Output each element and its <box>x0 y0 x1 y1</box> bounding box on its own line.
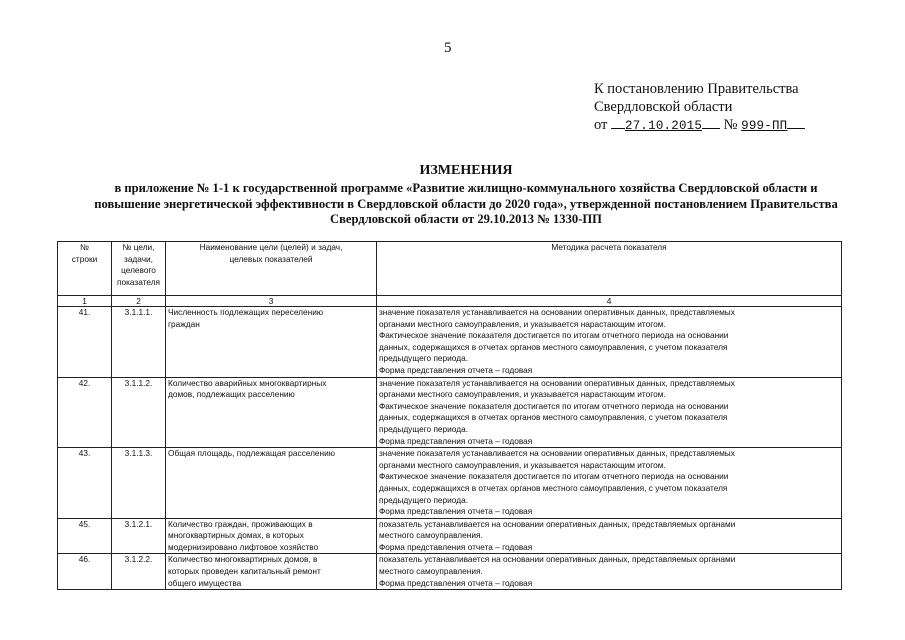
goal-code: 3.1.1.2. <box>112 377 166 448</box>
method-line: предыдущего периода. <box>379 353 468 364</box>
header-text: № цели, <box>122 242 155 252</box>
header-text: строки <box>71 253 98 264</box>
goal-name <box>166 448 377 519</box>
column-number: 2 <box>112 296 166 307</box>
document-subtitle <box>90 181 842 228</box>
method-line: Форма представления отчета – годовая <box>379 364 533 375</box>
calculation-method <box>377 554 842 590</box>
subtitle-line: в приложение № 1-1 к государственной программе «Развитие жилищно-коммунального хозяйства Свердловской области и <box>114 181 818 195</box>
method-line: предыдущего периода. <box>379 423 468 434</box>
approval-block <box>594 80 805 135</box>
method-line: органами местного самоуправления, и указывается нарастающим итогом. <box>379 389 666 400</box>
goal-name-line: общего имущества <box>168 577 242 588</box>
method-line: местного самоуправления. <box>379 566 483 577</box>
goal-name-line: многоквартирных домах, в которых <box>168 530 304 541</box>
method-line: органами местного самоуправления, и указывается нарастающим итогом. <box>379 459 666 470</box>
method-line: данных, содержащихся в отчетах органов местного самоуправления, с учетом показателя <box>379 412 728 423</box>
header-text: Методика расчета показателя <box>551 242 667 252</box>
goal-code: 3.1.1.3. <box>112 448 166 519</box>
row-number: 42. <box>58 377 112 448</box>
goal-code: 3.1.1.1. <box>112 307 166 378</box>
approval-date-line <box>594 116 805 135</box>
method-line: Фактическое значение показателя достигается по итогам отчетного периода на основании <box>379 330 729 341</box>
approval-date: 27.10.2015 <box>625 119 703 133</box>
header-text: задачи, <box>124 253 153 264</box>
goal-name-line: граждан <box>168 318 200 329</box>
method-line: Фактическое значение показателя достигается по итогам отчетного периода на основании <box>379 400 729 411</box>
changes-table <box>57 241 842 590</box>
goal-name-line: модернизировано лифтовое хозяйство <box>168 541 319 552</box>
row-number: 43. <box>58 448 112 519</box>
date-prefix: от <box>594 117 608 133</box>
calculation-method <box>377 448 842 519</box>
method-line: данных, содержащихся в отчетах органов местного самоуправления, с учетом показателя <box>379 341 728 352</box>
row-number: 45. <box>58 518 112 554</box>
table-header-row <box>58 242 842 296</box>
header-text: целевых показателей <box>229 253 313 264</box>
goal-name-line: Количество аварийных многоквартирных <box>168 377 327 388</box>
goal-name <box>166 377 377 448</box>
method-line: Форма представления отчета – годовая <box>379 506 533 517</box>
table-row <box>58 377 842 448</box>
method-line: Форма представления отчета – годовая <box>379 435 533 446</box>
calculation-method <box>377 518 842 554</box>
method-line: предыдущего периода. <box>379 494 468 505</box>
method-line: Форма представления отчета – годовая <box>379 541 533 552</box>
goal-name-line: которых проведен капитальный ремонт <box>168 566 321 577</box>
header-text: целевого <box>121 265 156 276</box>
approval-line-2: Свердловской области <box>594 99 733 115</box>
method-line: показатель устанавливается на основании оперативных данных, представляемых органами <box>379 554 736 565</box>
goal-code: 3.1.2.2. <box>112 554 166 590</box>
column-number: 3 <box>166 296 377 307</box>
header-text: № <box>80 242 89 252</box>
goal-name-line: Общая площадь, подлежащая расселению <box>168 448 335 459</box>
goal-code: 3.1.2.1. <box>112 518 166 554</box>
row-number: 41. <box>58 307 112 378</box>
header-text: показателя <box>116 276 161 287</box>
method-line: местного самоуправления. <box>379 530 483 541</box>
calculation-method <box>377 307 842 378</box>
page-number: 5 <box>444 40 452 56</box>
column-number-row <box>58 296 842 307</box>
goal-name-line: Численность подлежащих переселению <box>168 307 324 317</box>
method-line: органами местного самоуправления, и указывается нарастающим итогом. <box>379 318 666 329</box>
approval-number: 999-ПП <box>741 119 788 133</box>
table-row <box>58 448 842 519</box>
table-row <box>58 518 842 554</box>
header-text: Наименование цели (целей) и задач, <box>199 242 343 252</box>
header-goal-number <box>112 242 166 296</box>
goal-name-line: Количество граждан, проживающих в <box>168 518 313 529</box>
header-row-number <box>58 242 112 296</box>
table-row <box>58 554 842 590</box>
table-row <box>58 307 842 378</box>
method-line: значение показателя устанавливается на основании оперативных данных, представляемых <box>379 377 735 388</box>
method-line: Фактическое значение показателя достигается по итогам отчетного периода на основании <box>379 471 729 482</box>
method-line: значение показателя устанавливается на основании оперативных данных, представляемых <box>379 448 735 459</box>
document-title: ИЗМЕНЕНИЯ <box>419 163 513 178</box>
goal-name-line: домов, подлежащих расселению <box>168 389 295 400</box>
column-number: 1 <box>58 296 112 307</box>
header-goal-name <box>166 242 377 296</box>
goal-name <box>166 554 377 590</box>
approval-line-1: К постановлению Правительства <box>594 81 799 97</box>
method-line: Форма представления отчета – годовая <box>379 577 533 588</box>
subtitle-line: повышение энергетической эффективности в Свердловской области до 2020 года», утвержденной постановлением Правительства <box>94 196 838 211</box>
row-number: 46. <box>58 554 112 590</box>
method-line: значение показателя устанавливается на основании оперативных данных, представляемых <box>379 307 735 317</box>
goal-name <box>166 307 377 378</box>
goal-name-line: Количество многоквартирных домов, в <box>168 554 318 565</box>
column-number: 4 <box>377 296 842 307</box>
goal-name <box>166 518 377 554</box>
method-line: данных, содержащихся в отчетах органов местного самоуправления, с учетом показателя <box>379 482 728 493</box>
method-line: показатель устанавливается на основании оперативных данных, представляемых органами <box>379 518 736 529</box>
header-method <box>377 242 842 296</box>
calculation-method <box>377 377 842 448</box>
number-prefix: № <box>723 117 738 133</box>
subtitle-line: Свердловской области от 29.10.2013 № 1330-ПП <box>330 212 602 226</box>
